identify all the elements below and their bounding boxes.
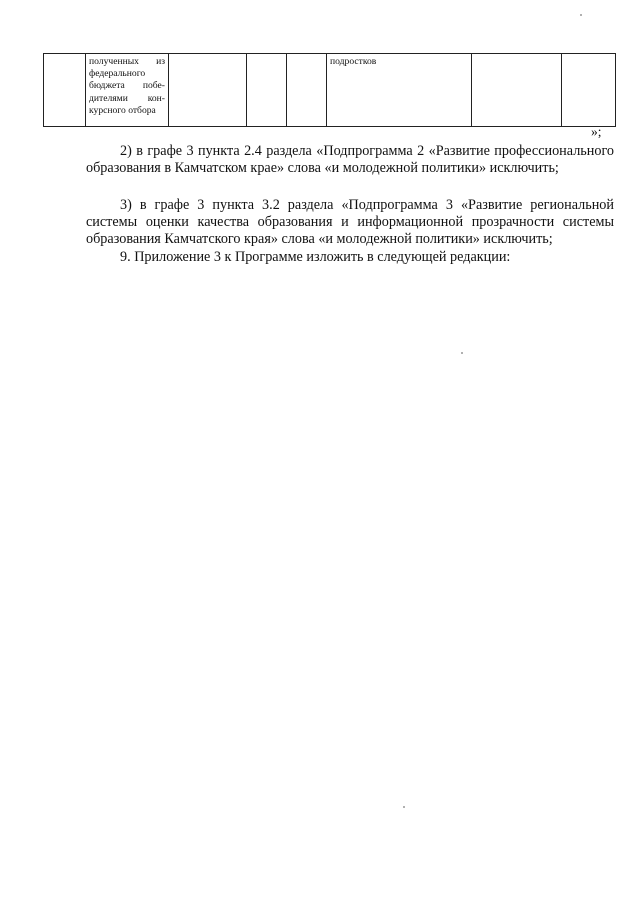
paragraph-text: 2) в графе 3 пункта 2.4 раздела «Подпрограмма 2 «Развитие профессионального образования в Камчатском крае» слова «и молодежной политики» исключить; [86, 143, 614, 177]
cell-line: курсного отбора [89, 104, 156, 116]
table-row [44, 54, 616, 127]
table-cell [287, 54, 327, 127]
table-cell [247, 54, 287, 127]
cell-line: федерального [89, 68, 146, 80]
scan-speck [403, 806, 405, 808]
table-cell-target: подростков [327, 54, 472, 127]
table-cell [44, 54, 86, 127]
cell-line: дителями кон- [89, 92, 165, 104]
paragraph-item-3 [86, 197, 614, 249]
paragraph-text: 9. Приложение 3 к Программе изложить в следующей редакции: [120, 249, 511, 265]
paragraph-text: 3) в графе 3 пункта 3.2 раздела «Подпрограмма 3 «Развитие региональной системы оценки качества образования и информационной прозрачности системы образования Камчатского края» слова «и молодежной политики» исключить; [86, 197, 614, 248]
scan-speck [461, 352, 463, 354]
table-cell-source [86, 54, 169, 127]
closing-quote: »; [591, 124, 602, 139]
table-cell [169, 54, 247, 127]
table-cell [562, 54, 616, 127]
table-cell [472, 54, 562, 127]
paragraph-item-9 [86, 249, 614, 266]
cell-line: бюджета побе- [89, 80, 165, 92]
scan-speck [580, 14, 582, 16]
cell-line: полученных из [89, 56, 165, 67]
table-fragment [43, 53, 616, 127]
paragraph-item-2 [86, 143, 614, 177]
